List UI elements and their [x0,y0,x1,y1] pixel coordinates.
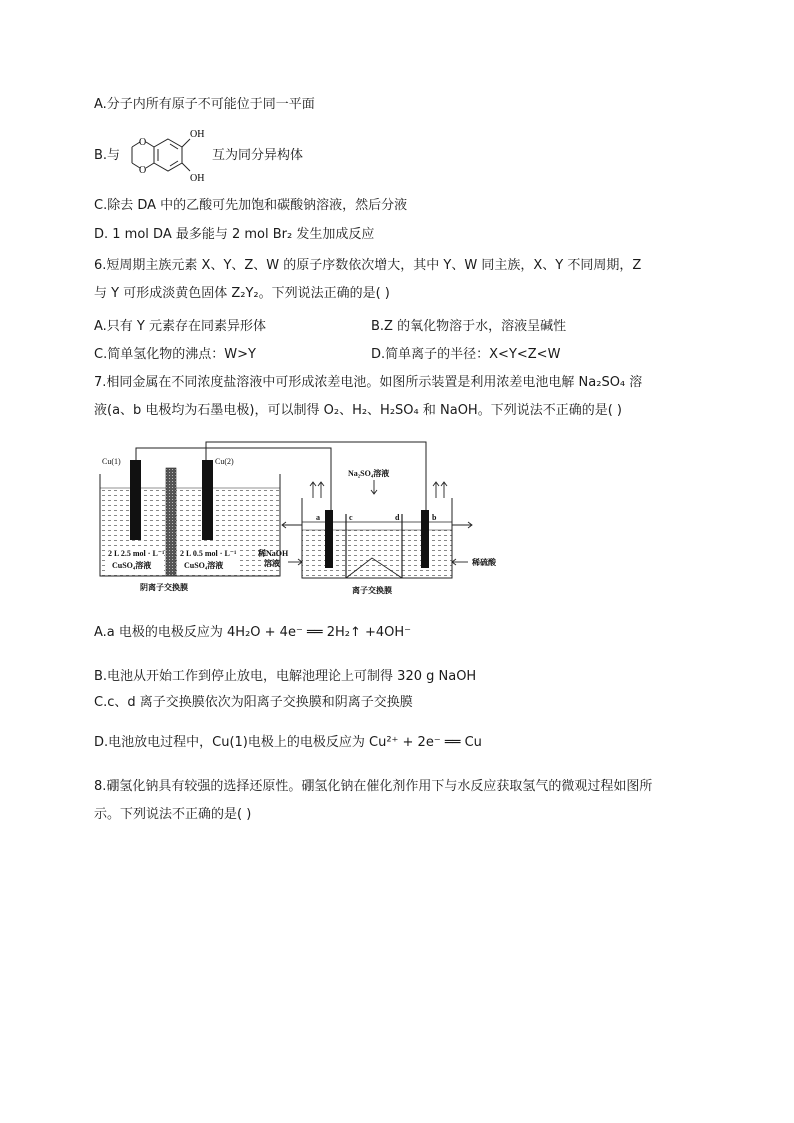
q6-option-a: A.只有 Y 元素存在同素异形体 [94,319,267,334]
dilute-naoh-label-2: 溶液 [264,559,280,568]
oxygen-bottom-label: O [139,165,147,176]
q5-option-b-prefix: B.与 [94,148,121,163]
benzodioxane-diol-structure [118,125,212,185]
cu2-electrode [202,460,213,540]
q5-option-b-suffix: 互为同分异构体 [212,148,304,163]
oxygen-top-label: O [139,137,147,148]
right-solution-concentration: 2 L 0.5 mol · L⁻¹ [180,549,237,558]
q5-option-c: C.除去 DA 中的乙酸可先加饱和碳酸钠溶液，然后分液 [94,198,408,213]
anion-exchange-membrane-label: 阴离子交换膜 [140,583,188,592]
ion-exchange-membrane-label: 离子交换膜 [352,586,392,595]
cu1-electrode [130,460,141,540]
q6-stem-line-2: 与 Y 可形成淡黄色固体 Z₂Y₂。下列说法正确的是( ) [94,286,390,301]
electrode-a [325,510,333,568]
q7-option-c: C.c、d 离子交换膜依次为阳离子交换膜和阴离子交换膜 [94,695,413,710]
q7-option-b: B.电池从开始工作到停止放电，电解池理论上可制得 320 g NaOH [94,669,477,684]
q6-option-c: C.简单氢化物的沸点：W>Y [94,347,256,362]
q7-stem-line-2: 液(a、b 电极均为石墨电极)，可以制得 O₂、H₂、H₂SO₄ 和 NaOH。下列说法不正确的是( ) [94,403,622,418]
na2so4-solution-label: Na₂SO₄溶液 [348,469,390,478]
q6-option-b: B.Z 的氧化物溶于水，溶液呈碱性 [371,319,567,334]
right-solution-name: CuSO₄溶液 [184,561,224,570]
concentration-cell-electrolysis-figure [96,438,526,604]
electrode-a-label: a [316,513,320,522]
hydroxyl-bottom-label: OH [190,173,205,184]
q6-option-d: D.简单离子的半径：X<Y<Z<W [371,347,561,362]
q6-stem-line-1: 6.短周期主族元素 X、Y、Z、W 的原子序数依次增大，其中 Y、W 同主族，X、Y 不同周期，Z [94,258,642,273]
dilute-naoh-label-1: 稀NaOH [258,549,289,558]
q7-option-d: D.电池放电过程中，Cu(1)电极上的电极反应为 Cu²⁺ + 2e⁻ ══ Cu [94,735,482,750]
membrane-d-label: d [395,513,400,522]
q5-option-d: D. 1 mol DA 最多能与 2 mol Br₂ 发生加成反应 [94,227,375,242]
q7-option-a: A.a 电极的电极反应为 4H₂O + 4e⁻ ══ 2H₂↑ +4OH⁻ [94,625,412,640]
membrane-c-label: c [349,513,353,522]
cu1-label: Cu(1) [102,457,121,466]
electrode-b [421,510,429,568]
cu2-label: Cu(2) [215,457,234,466]
q5-option-a: A.分子内所有原子不可能位于同一平面 [94,97,315,112]
left-solution-name: CuSO₄溶液 [112,561,152,570]
dilute-sulfuric-acid-label: 稀硫酸 [472,558,496,567]
left-solution-concentration: 2 L 2.5 mol · L⁻¹ [108,549,165,558]
q7-stem-line-1: 7.相同金属在不同浓度盐溶液中可形成浓差电池。如图所示装置是利用浓差电池电解 Na₂SO₄ 溶 [94,375,643,390]
q8-stem-line-1: 8.硼氢化钠具有较强的选择还原性。硼氢化钠在催化剂作用下与水反应获取氢气的微观过程如图所 [94,779,653,794]
q8-stem-line-2: 示。下列说法不正确的是( ) [94,807,252,822]
hydroxyl-top-label: OH [190,129,205,140]
electrode-b-label: b [432,513,437,522]
